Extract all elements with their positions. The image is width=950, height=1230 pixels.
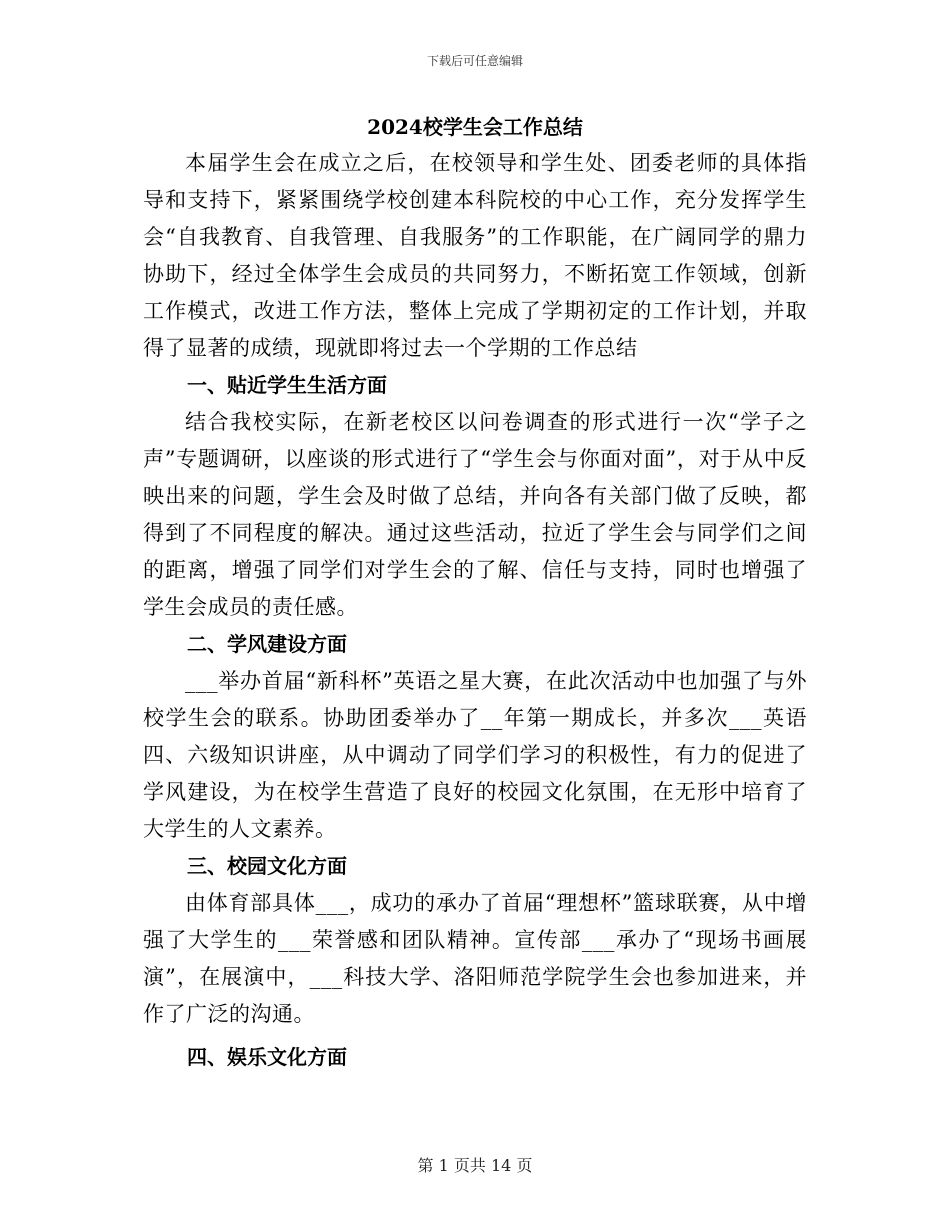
intro-paragraph: 本届学生会在成立之后，在校领导和学生处、团委老师的具体指导和支持下，紧紧围绕学校创建本科院校的中心工作，充分发挥学生会“自我教育、自我管理、自我服务”的工作职能，在广阔同学的鼎力协助下，经过全体学生会成员的共同努力，不断拓宽工作领域，创新工作模式，改进工作方法，整体上完成了学期初定的工作计划，并取得了显著的成绩，现就即将过去一个学期的工作总结 xyxy=(143,151,807,360)
section-paragraph-student-life: 结合我校实际，在新老校区以问卷调查的形式进行一次“学子之声”专题调研，以座谈的形式进行了“学生会与你面对面”，对于从中反映出来的问题，学生会及时做了总结，并向各有关部门做了反映，都得到了不同程度的解决。通过这些活动，拉近了学生会与同学们之间的距离，增强了同学们对学生会的了解、信任与支持，同时也增强了学生会成员的责任感。 xyxy=(143,410,807,619)
section-heading-campus-culture: 三、校园文化方面 xyxy=(187,854,347,878)
section-paragraph-campus-culture: 由体育部具体___，成功的承办了首届“理想杯”篮球联赛，从中增强了大学生的___荣誉感和团队精神。宣传部___承办了“现场书画展演”，在展演中，___科技大学、洛阳师范学院学生会也参加进来，并作了广泛的沟通。 xyxy=(143,891,807,1026)
page-header-note: 下载后可任意编辑 xyxy=(426,54,523,68)
page-number: 第 1 页共 14 页 xyxy=(417,1156,533,1175)
document-body xyxy=(143,145,807,1076)
section-heading-entertainment: 四、娱乐文化方面 xyxy=(187,1045,347,1069)
section-paragraph-study-style: ___举办首届“新科杯”英语之星大赛，在此次活动中也加强了与外校学生会的联系。协助团委举办了__年第一期成长，并多次___英语四、六级知识讲座，从中调动了同学们学习的积极性，有力的促进了学风建设，为在校学生营造了良好的校园文化氛围，在无形中培育了大学生的人文素养。 xyxy=(143,669,807,841)
section-heading-study-style: 二、学风建设方面 xyxy=(187,632,347,656)
section-heading-student-life: 一、贴近学生生活方面 xyxy=(187,373,387,397)
document-title: 2024校学生会工作总结 xyxy=(367,115,583,139)
